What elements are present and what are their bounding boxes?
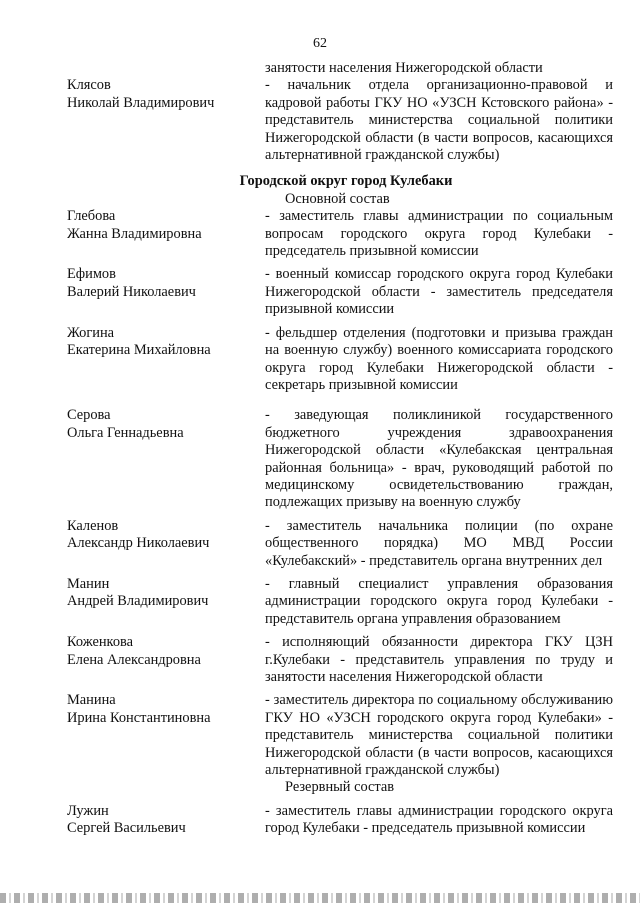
member-entry xyxy=(67,208,613,260)
member-name xyxy=(67,407,265,511)
member-surname: Жогина xyxy=(67,324,115,341)
member-role: - военный комиссар городского округа город Кулебаки Нижегородской области - заместитель председателя призывной комиссии xyxy=(265,266,613,318)
member-surname: Клясов xyxy=(67,77,111,94)
member-role: - фельдшер отделения (подготовки и призыва граждан на военную службу) военного комиссариата городского округа город Кулебаки Нижегородской области - секретарь призывной комиссии xyxy=(265,324,613,393)
member-surname: Ефимов xyxy=(67,266,116,283)
member-role: - заместитель главы администрации городского округа город Кулебаки - председатель призывной комиссии xyxy=(265,802,613,837)
page-number: 62 xyxy=(313,36,327,51)
member-entry xyxy=(67,518,613,570)
member-given-names: Андрей Владимирович xyxy=(67,593,209,610)
member-entry xyxy=(67,803,613,838)
member-entry xyxy=(67,325,613,395)
member-name xyxy=(67,576,265,628)
member-given-names: Сергей Васильевич xyxy=(67,820,186,837)
member-name xyxy=(67,325,265,395)
member-given-names: Александр Николаевич xyxy=(67,535,210,552)
member-given-names: Ирина Константиновна xyxy=(67,709,211,726)
member-role: - исполняющий обязанности директора ГКУ ЦЗН г.Кулебаки - представитель управления по труду и занятости населения Нижегородской области xyxy=(265,634,613,685)
member-name xyxy=(67,266,265,318)
section-title: Городской округ город Кулебаки xyxy=(239,173,453,190)
member-name xyxy=(67,803,265,838)
member-role: - заместитель главы администрации по социальным вопросам городского округа город Кулебаки - председатель призывной комиссии xyxy=(265,208,613,260)
member-role: - заведующая поликлиникой государственного бюджетного учреждения здравоохранения Нижегородской области «Кулебакская центральная районная больница» - врач, руководящий работой по медицинскому освидетельствованию граждан, подлежащих призыву на военную службу xyxy=(265,407,613,511)
member-entry xyxy=(67,77,613,164)
member-name xyxy=(67,692,265,779)
member-given-names: Николай Владимирович xyxy=(67,94,215,111)
member-name xyxy=(67,77,265,164)
member-surname: Манина xyxy=(67,692,116,709)
scan-edge-divider xyxy=(0,893,640,903)
document-body xyxy=(67,60,613,838)
member-surname: Коженкова xyxy=(67,634,134,651)
member-role: - заместитель начальника полиции (по охране общественного порядка) МО МВД России «Кулебакский» - представитель органа внутренних дел xyxy=(265,517,613,569)
member-surname: Манин xyxy=(67,575,110,592)
member-surname: Каленов xyxy=(67,517,119,534)
member-entry xyxy=(67,634,613,686)
member-entry xyxy=(67,407,613,511)
member-given-names: Ольга Геннадьевна xyxy=(67,424,184,441)
entry-gap xyxy=(67,394,613,407)
member-name xyxy=(67,518,265,570)
main-composition-heading: Основной состав xyxy=(285,190,390,207)
member-surname: Серова xyxy=(67,407,111,424)
member-given-names: Елена Александровна xyxy=(67,651,201,668)
member-surname: Лужин xyxy=(67,802,109,819)
member-entry xyxy=(67,576,613,628)
member-entry xyxy=(67,266,613,318)
continuation-text: занятости населения Нижегородской области xyxy=(265,60,543,76)
member-role: - заместитель директора по социальному обслуживанию ГКУ НО «УЗСН городского округа город Кулебаки» - представитель министерства социальной политики Нижегородской области (в части вопросов, касающихся альтернативной гражданской службы) xyxy=(265,692,613,779)
member-name xyxy=(67,634,265,686)
member-entry xyxy=(67,692,613,779)
reserve-composition-heading: Резервный состав xyxy=(285,779,395,796)
member-surname: Глебова xyxy=(67,208,116,225)
member-given-names: Екатерина Михайловна xyxy=(67,342,211,359)
member-given-names: Жанна Владимировна xyxy=(67,225,202,242)
member-role: - начальник отдела организационно-правовой и кадровой работы ГКУ НО «УЗСН Кстовского района» - представитель министерства социальной политики Нижегородской области (в части вопросов, касающихся альтернативной гражданской службы) xyxy=(265,77,613,164)
member-given-names: Валерий Николаевич xyxy=(67,283,196,300)
member-name xyxy=(67,208,265,260)
member-role: - главный специалист управления образования администрации городского округа город Кулебаки - представитель органа управления образованием xyxy=(265,575,613,627)
